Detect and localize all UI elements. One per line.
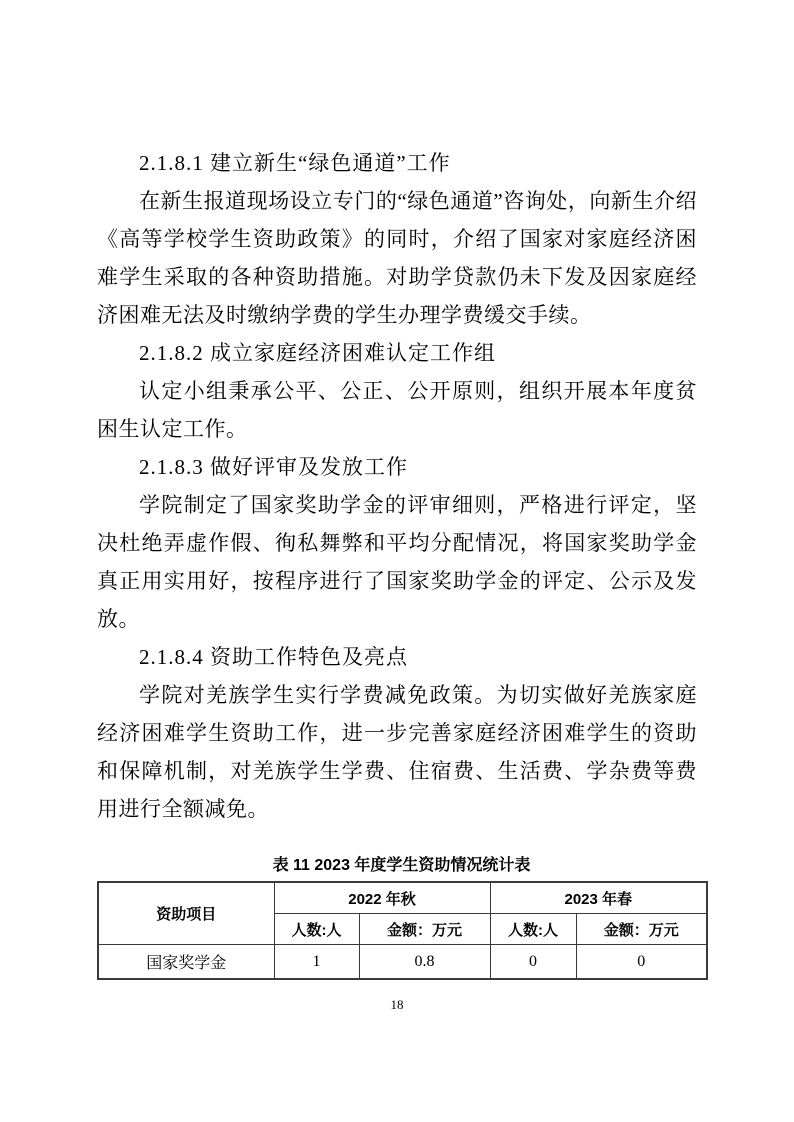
section-heading-2181: 2.1.8.1 建立新生“绿色通道”工作	[139, 151, 451, 175]
aid-statistics-table	[97, 881, 708, 980]
table-subheader-count-2023: 人数:人	[490, 914, 576, 945]
table-title: 表 11 2023 年度学生资助情况统计表	[272, 857, 531, 874]
section-heading-2184: 2.1.8.4 资助工作特色及亮点	[139, 645, 408, 669]
table-cell-amount-2022: 0.8	[359, 945, 490, 980]
page-number: 18	[390, 997, 404, 1012]
table-cell-count-2023: 0	[490, 945, 576, 980]
table-subheader-amount-2022: 金额：万元	[359, 914, 490, 945]
paragraph: 在新生报道现场设立专门的“绿色通道”咨询处，向新生介绍《高等学校学生资助政策》的同时，介绍了国家对家庭经济困难学生采取的各种资助措施。对助学贷款仍未下发及因家庭经济困难无法及时缴纳学费的学生办理学费缓交手续。	[97, 189, 697, 327]
table-cell-item-name: 国家奖学金	[98, 945, 274, 980]
table-subheader-count-2022: 人数:人	[274, 914, 359, 945]
section-heading-2183: 2.1.8.3 做好评审及发放工作	[139, 455, 408, 479]
table-subheader-amount-2023: 金额：万元	[576, 914, 707, 945]
document-body	[97, 144, 697, 828]
table-header-group-2023-spring: 2023 年春	[490, 882, 707, 914]
table-cell-count-2022: 1	[274, 945, 359, 980]
table-header-aid-item: 资助项目	[98, 882, 274, 945]
table-header-group-2022-autumn: 2022 年秋	[274, 882, 490, 914]
table-row	[98, 945, 707, 980]
section-heading-2182: 2.1.8.2 成立家庭经济困难认定工作组	[139, 341, 496, 365]
paragraph: 学院制定了国家奖助学金的评审细则，严格进行评定，坚决杜绝弄虚作假、徇私舞弊和平均分配情况，将国家奖助学金真正用实用好，按程序进行了国家奖助学金的评定、公示及发放。	[97, 493, 697, 631]
paragraph: 认定小组秉承公平、公正、公开原则，组织开展本年度贫困生认定工作。	[97, 379, 697, 441]
paragraph: 学院对羌族学生实行学费减免政策。为切实做好羌族家庭经济困难学生资助工作，进一步完善家庭经济困难学生的资助和保障机制，对羌族学生学费、住宿费、生活费、学杂费等费用进行全额减免。	[97, 683, 697, 821]
table-cell-amount-2023: 0	[576, 945, 707, 980]
